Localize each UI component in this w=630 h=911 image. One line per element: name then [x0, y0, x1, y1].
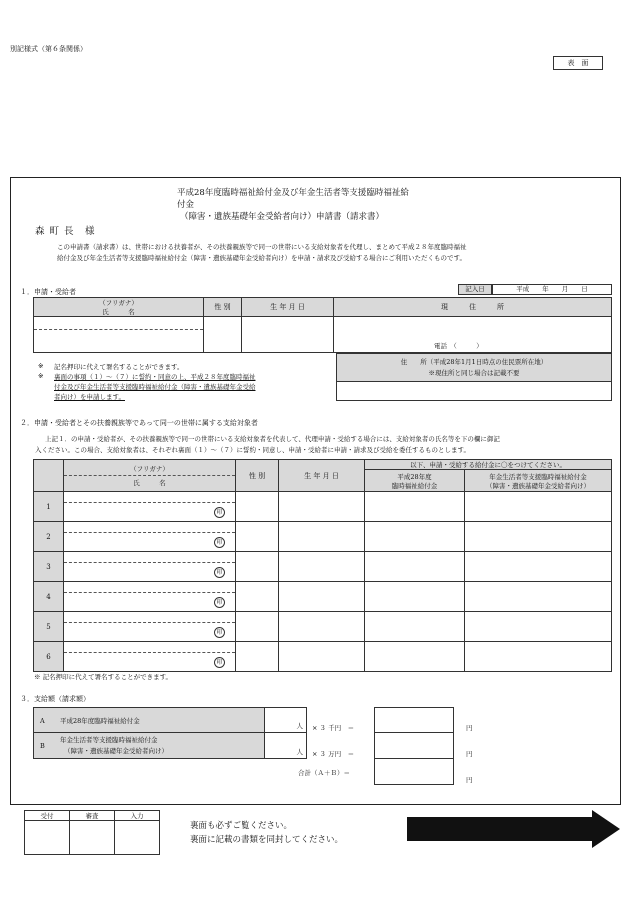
- row-a-amount-field[interactable]: [374, 707, 454, 733]
- dependent-benefit-a-field[interactable]: [365, 492, 465, 522]
- row-number: 5: [34, 612, 64, 642]
- office-received-cell: [25, 821, 70, 855]
- note-mark-2: ※: [38, 372, 44, 380]
- name-label: 氏 名: [102, 308, 135, 316]
- select-note: 以下、申請・受給する給付金に〇をつけてください。: [365, 460, 612, 470]
- seal-icon: 印: [214, 597, 225, 608]
- row-b-text1: 年金生活者等支援臨時福祉給付金: [60, 736, 158, 744]
- dependent-benefit-a-field[interactable]: [365, 552, 465, 582]
- dependent-benefit-a-field[interactable]: [365, 612, 465, 642]
- title-line3: （障害・遺族基礎年金受給者向け）申請書（請求書）: [180, 212, 385, 222]
- dependent-name-header: [64, 460, 236, 492]
- dependent-dob-field[interactable]: [279, 552, 365, 582]
- dependent-name-field[interactable]: [64, 552, 236, 582]
- column-a-line1: 平成28年度: [397, 472, 432, 481]
- dependent-name-field[interactable]: [64, 612, 236, 642]
- intro-line2: 給付金及び年金生活者等支援臨時福祉給付金（障害・遺族基礎年金受給者向け）を申請・請求及び受給する場合にご利用いただくものです。: [57, 254, 466, 262]
- dob-header: 生 年 月 日: [242, 298, 334, 317]
- side-label: 表 面: [553, 56, 603, 70]
- dependent-gender-field[interactable]: [236, 552, 279, 582]
- office-input-header: 入力: [115, 811, 160, 821]
- dependent-benefit-b-field[interactable]: [465, 642, 612, 672]
- furigana-divider: [64, 562, 235, 563]
- title-line1: 平成28年度臨時福祉給付金及び年金生活者等支援臨時福祉給: [177, 188, 409, 198]
- dependent-gender-field[interactable]: [236, 522, 279, 552]
- dependent-dob-field[interactable]: [279, 492, 365, 522]
- seal-icon: 印: [214, 657, 225, 668]
- seal-icon: 印: [214, 507, 225, 518]
- section2-heading: ２．申請・受給者とその扶養親族等であって同一の世帯に属する支給対象者: [20, 419, 258, 427]
- total-label: 合計（Ａ＋Ｂ）＝: [298, 769, 350, 777]
- section2-footnote: ※ 記名押印に代えて署名することができます。: [34, 673, 173, 681]
- dependent-benefit-a-field[interactable]: [365, 582, 465, 612]
- furigana-label: （フリガナ）: [99, 299, 138, 307]
- furigana-divider: [34, 329, 203, 330]
- entry-date-label: 記入日: [458, 284, 492, 295]
- dependent-dob-field[interactable]: [279, 612, 365, 642]
- row-number: 2: [34, 522, 64, 552]
- form-reference: 別記様式（第６条関係）: [10, 45, 87, 53]
- column-a-header: [365, 470, 465, 492]
- section1-heading: １．申請・受給者: [20, 288, 76, 296]
- column-a-line2: 臨時福祉給付金: [391, 481, 438, 490]
- name-label: 氏 名: [133, 479, 166, 487]
- dob-header: 生 年 月 日: [279, 460, 365, 492]
- dependent-benefit-a-field[interactable]: [365, 642, 465, 672]
- dependent-benefit-b-field[interactable]: [465, 492, 612, 522]
- furigana-label: （フリガナ）: [130, 465, 169, 473]
- applicant-dob-field[interactable]: [242, 317, 334, 353]
- office-input-cell: [115, 821, 160, 855]
- row-a-count-field[interactable]: [265, 707, 307, 733]
- dependent-name-field[interactable]: [64, 522, 236, 552]
- footer-line1: 裏面も必ずご覧ください。: [190, 821, 293, 831]
- seal-icon: 印: [214, 537, 225, 548]
- dependent-name-field[interactable]: [64, 642, 236, 672]
- section1-note2-line3: 者向け）を申請します。: [54, 393, 125, 401]
- row-b-amount-field[interactable]: [374, 733, 454, 759]
- dependent-benefit-b-field[interactable]: [465, 582, 612, 612]
- office-received-header: 受付: [25, 811, 70, 821]
- seal-icon: 印: [214, 567, 225, 578]
- dependent-row: [34, 612, 612, 642]
- office-review-header: 審査: [70, 811, 115, 821]
- dependent-row: [34, 492, 612, 522]
- row-a-unit: 人: [296, 722, 303, 730]
- section2-text-line1: 上記１．の申請・受給者が、その扶養親族等で同一の世帯にいる支給対象者を代表して、代理申請・受給する場合には、支給対象者の氏名等を下の欄に御記: [45, 435, 500, 443]
- arrow-head-icon: [592, 810, 620, 848]
- dependent-name-field[interactable]: [64, 582, 236, 612]
- dependent-dob-field[interactable]: [279, 582, 365, 612]
- dependent-name-field[interactable]: [64, 492, 236, 522]
- section1-note2-line2: 付金及び年金生活者等支援臨時福祉給付金（障害・遺族基礎年金受給: [54, 383, 256, 391]
- arrow-right-icon: [407, 817, 593, 841]
- furigana-divider: [64, 532, 235, 533]
- row-b-letter: B: [40, 742, 45, 750]
- dependent-row: [34, 582, 612, 612]
- row-b-multiplier: × ３ 万円 ＝: [312, 750, 355, 758]
- seal-icon: 印: [214, 627, 225, 638]
- dependent-row: [34, 552, 612, 582]
- column-b-header: [465, 470, 612, 492]
- row-b-count-field[interactable]: [265, 733, 307, 759]
- furigana-divider: [64, 592, 235, 593]
- row-number: 4: [34, 582, 64, 612]
- applicant-gender-field[interactable]: [204, 317, 242, 353]
- resident-address-field[interactable]: [336, 382, 612, 401]
- gender-header: 性 別: [204, 298, 242, 317]
- dependent-benefit-b-field[interactable]: [465, 552, 612, 582]
- dependent-benefit-b-field[interactable]: [465, 612, 612, 642]
- intro-line1: この申請書（請求書）は、世帯における扶養者が、その扶養親族等で同一の世帯にいる支給対象者を代理し、まとめて平成２８年度臨時福祉: [57, 243, 467, 251]
- total-amount-field[interactable]: [374, 759, 454, 785]
- row-b-yen: 円: [466, 750, 473, 758]
- dependent-gender-field[interactable]: [236, 642, 279, 672]
- applicant-name-field[interactable]: [34, 317, 204, 353]
- dependents-table: [33, 459, 612, 672]
- row-a-multiplier: × ３ 千円 ＝: [312, 724, 355, 732]
- dependent-row: [34, 642, 612, 672]
- dependent-benefit-b-field[interactable]: [465, 522, 612, 552]
- addressee: 森 町 長 様: [35, 226, 96, 237]
- dependent-row: [34, 522, 612, 552]
- furigana-divider: [64, 652, 235, 653]
- dependent-gender-field[interactable]: [236, 612, 279, 642]
- furigana-divider: [64, 475, 235, 476]
- row-number: 6: [34, 642, 64, 672]
- furigana-divider: [64, 622, 235, 623]
- row-number: 3: [34, 552, 64, 582]
- row-a-letter: A: [40, 717, 45, 725]
- entry-date-field[interactable]: 平成 年 月 日: [492, 284, 612, 295]
- dependent-gender-field[interactable]: [236, 582, 279, 612]
- resident-address-header: [336, 353, 612, 382]
- amount-row-a-label: [33, 707, 265, 733]
- row-a-text: 平成28年度臨時福祉給付金: [60, 717, 140, 725]
- row-number-header: [34, 460, 64, 492]
- column-b-line2: （障害・遺族基礎年金受給者向け）: [486, 481, 590, 490]
- row-b-unit: 人: [296, 748, 303, 756]
- dependent-dob-field[interactable]: [279, 522, 365, 552]
- row-b-text2: （障害・遺族基礎年金受給者向け）: [64, 747, 168, 755]
- phone-label: 電話 （ ）: [434, 342, 483, 350]
- dependent-gender-field[interactable]: [236, 492, 279, 522]
- dependent-dob-field[interactable]: [279, 642, 365, 672]
- furigana-divider: [64, 502, 235, 503]
- applicant-table: [33, 297, 612, 353]
- resident-address-label: 住 所（平成28年1月1日時点の住民票所在地）: [400, 358, 548, 366]
- footer-line2: 裏面に記載の書類を同封してください。: [190, 835, 344, 845]
- applicant-address-field[interactable]: [334, 317, 612, 353]
- address-header: 現 住 所: [334, 298, 612, 317]
- column-b-line1: 年金生活者等支援臨時福祉給付金: [489, 472, 587, 481]
- office-review-cell: [70, 821, 115, 855]
- dependent-benefit-a-field[interactable]: [365, 522, 465, 552]
- total-yen: 円: [466, 776, 473, 784]
- title-line2: 付金: [177, 200, 195, 210]
- section2-text-line2: 入ください。この場合、支給対象者は、それぞれ裏面（１）～（７）に誓約・同意し、申請・受給者に申請・請求及び受給を委任するものとします。: [35, 446, 470, 454]
- applicant-name-header: [34, 298, 204, 317]
- row-number: 1: [34, 492, 64, 522]
- section1-note1: 記名押印に代えて署名することができます。: [54, 363, 184, 371]
- amount-row-b-label: [33, 733, 265, 759]
- gender-header: 性 別: [236, 460, 279, 492]
- note-mark-1: ※: [38, 362, 44, 370]
- resident-address-note: ※現住所と同じ場合は記載不要: [428, 369, 520, 377]
- row-a-yen: 円: [466, 724, 473, 732]
- section3-heading: ３．支給額（請求額）: [20, 695, 90, 703]
- office-use-table: [24, 810, 160, 855]
- section1-note2-line1: 裏面の事項（１）～（７）に誓約・同意の上、平成２８年度臨時福祉: [54, 373, 256, 381]
